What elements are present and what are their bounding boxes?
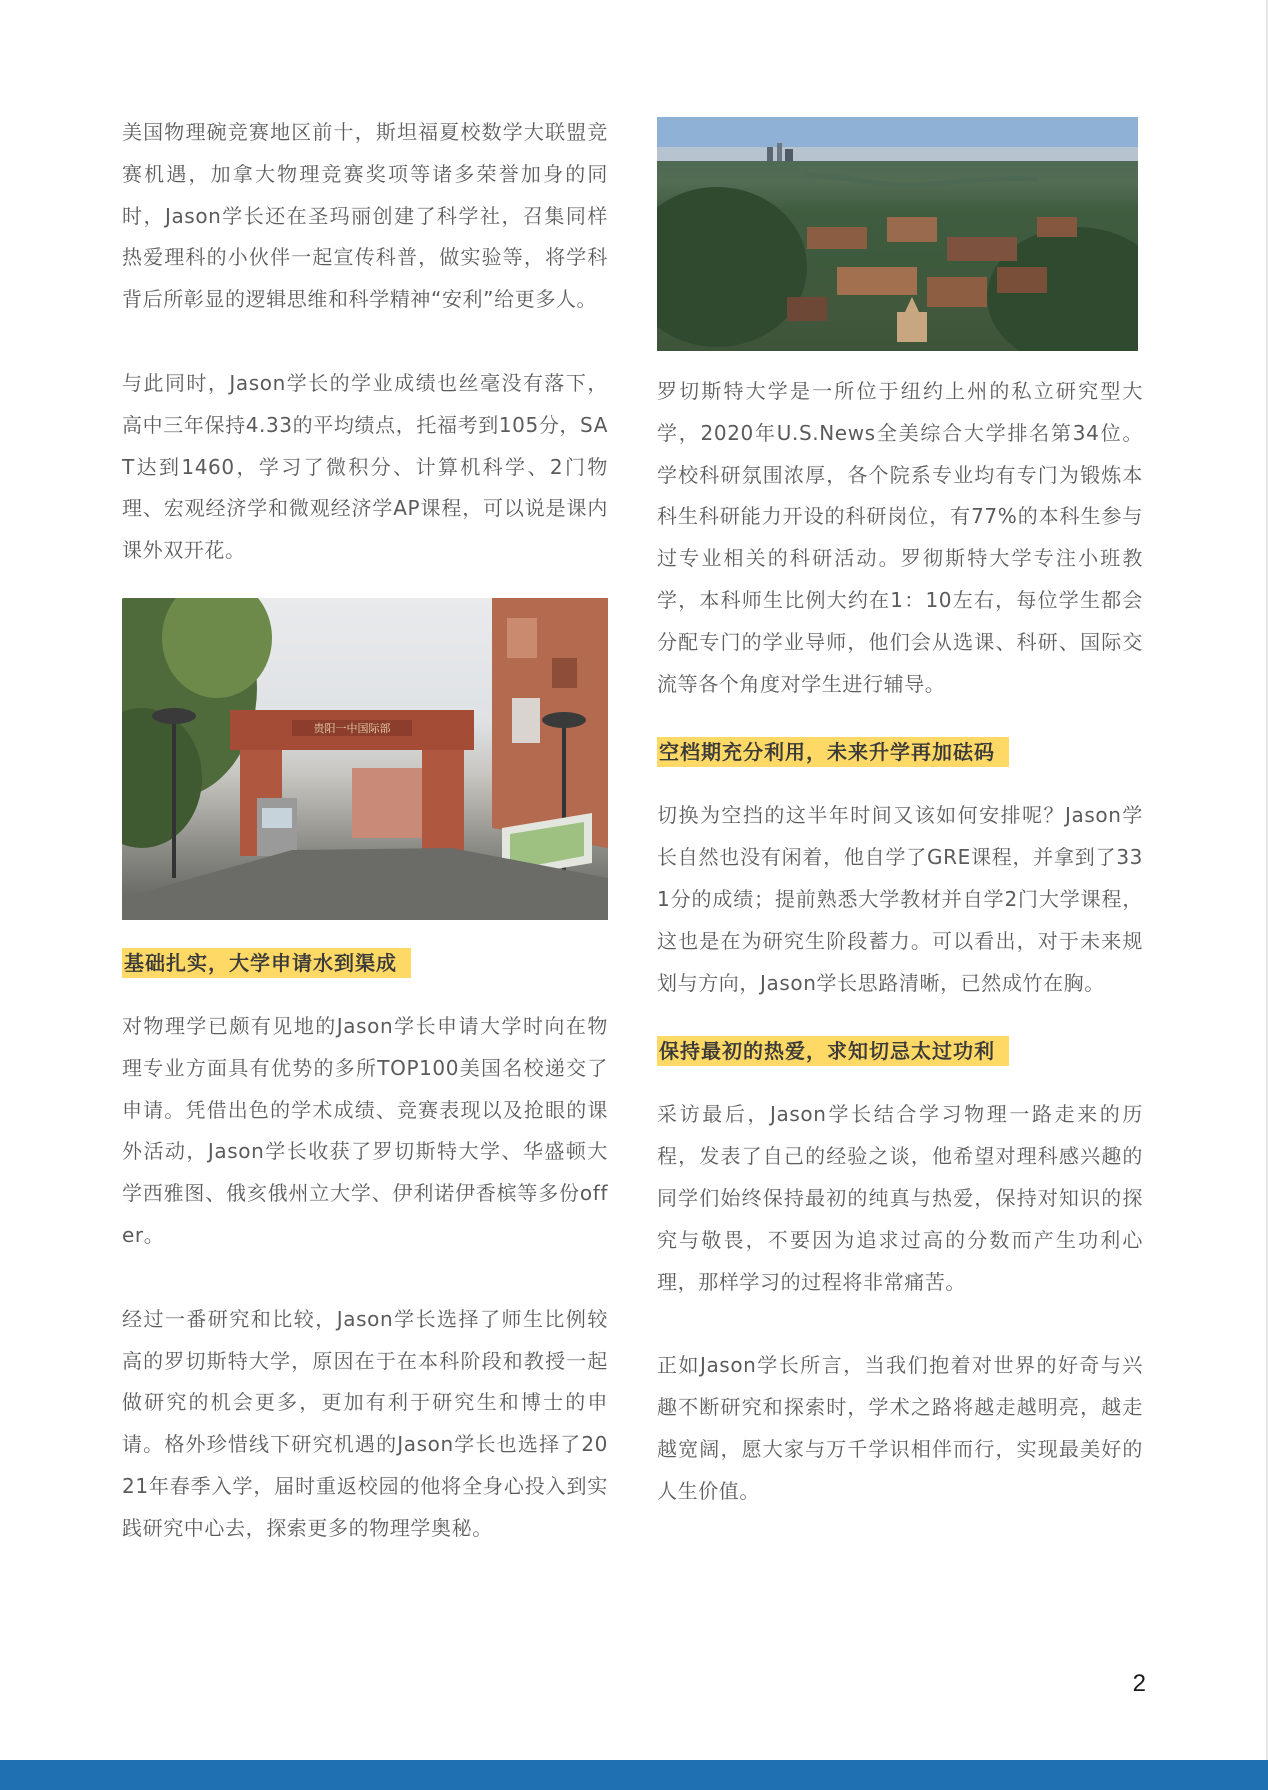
left-column xyxy=(122,112,608,1550)
section-heading-passion: 保持最初的热爱，求知切忌太过功利 xyxy=(657,1036,1009,1066)
right-paragraph-3: 采访最后，Jason学长结合学习物理一路走来的历程，发表了自己的经验之谈，他希望对理科感兴趣的同学们始终保持最初的纯真与热爱，保持对知识的探究与敬畏，不要因为追求过高的分数而产生功利心理，那样学习的过程将非常痛苦。 xyxy=(657,1102,1143,1294)
right-paragraph-1: 罗切斯特大学是一所位于纽约上州的私立研究型大学，2020年U.S.News全美综合大学排名第34位。学校科研氛围浓厚，各个院系专业均有专门为锻炼本科生科研能力开设的科研岗位，有77%的本科生参与过专业相关的科研活动。罗彻斯特大学专注小班教学，本科师生比例大约在1：10左右，每位学生都会分配专门的学业导师，他们会从选课、科研、国际交流等各个角度对学生进行辅导。 xyxy=(657,379,1143,696)
left-paragraph-2: 与此同时，Jason学长的学业成绩也丝毫没有落下，高中三年保持4.33的平均绩点，托福考到105分，SAT达到1460，学习了微积分、计算机科学、2门物理、宏观经济学和微观经济学AP课程，可以说是课内课外双开花。 xyxy=(122,370,608,563)
right-paragraph-4: 正如Jason学长所言，当我们抱着对世界的好奇与兴趣不断研究和探索时，学术之路将越走越明亮，越走越宽阔，愿大家与万千学识相伴而行，实现最美好的人生价值。 xyxy=(657,1353,1143,1503)
campus-aerial-illustration xyxy=(657,117,1138,351)
left-paragraph-1: 美国物理碗竞赛地区前十，斯坦福夏校数学大联盟竞赛机遇，加拿大物理竞赛奖项等诸多荣誉加身的同时，Jason学长还在圣玛丽创建了科学社，召集同样热爱理科的小伙伴一起宣传科普，做实验等，将学科背后所彰显的逻辑思维和科学精神“安利”给更多人。 xyxy=(122,120,608,312)
page-number: 2 xyxy=(1132,1670,1146,1697)
school-gate-photo xyxy=(122,598,608,920)
left-paragraph-3: 对物理学已颇有见地的Jason学长申请大学时向在物理专业方面具有优势的多所TOP100美国名校递交了申请。凭借出色的学术成绩、竞赛表现以及抢眼的课外活动，Jason学长收获了罗切斯特大学、华盛顿大学西雅图、俄亥俄州立大学、伊利诺伊香槟等多份offer。 xyxy=(122,1013,608,1247)
section-heading-gap-period: 空档期充分利用，未来升学再加砝码 xyxy=(657,737,1009,767)
section-heading-foundation: 基础扎实，大学申请水到渠成 xyxy=(122,948,411,978)
left-paragraph-4: 经过一番研究和比较，Jason学长选择了师生比例较高的罗切斯特大学，原因在于在本科阶段和教授一起做研究的机会更多，更加有利于研究生和博士的申请。格外珍惜线下研究机遇的Jason学长也选择了2021年春季入学，届时重返校园的他将全身心投入到实践研究中心去，探索更多的物理学奥秘。 xyxy=(122,1306,608,1540)
right-column xyxy=(657,117,1143,1513)
gate-sign-text: 贵阳一中国际部 xyxy=(313,721,391,735)
campus-aerial-photo xyxy=(657,117,1138,351)
school-gate-illustration xyxy=(122,598,608,920)
footer-bar xyxy=(0,1760,1268,1790)
right-paragraph-2: 切换为空挡的这半年时间又该如何安排呢？Jason学长自然也没有闲着，他自学了GRE课程，并拿到了331分的成绩；提前熟悉大学教材并自学2门大学课程，这也是在为研究生阶段蓄力。可以看出，对于未来规划与方向，Jason学长思路清晰，已然成竹在胸。 xyxy=(657,803,1143,995)
